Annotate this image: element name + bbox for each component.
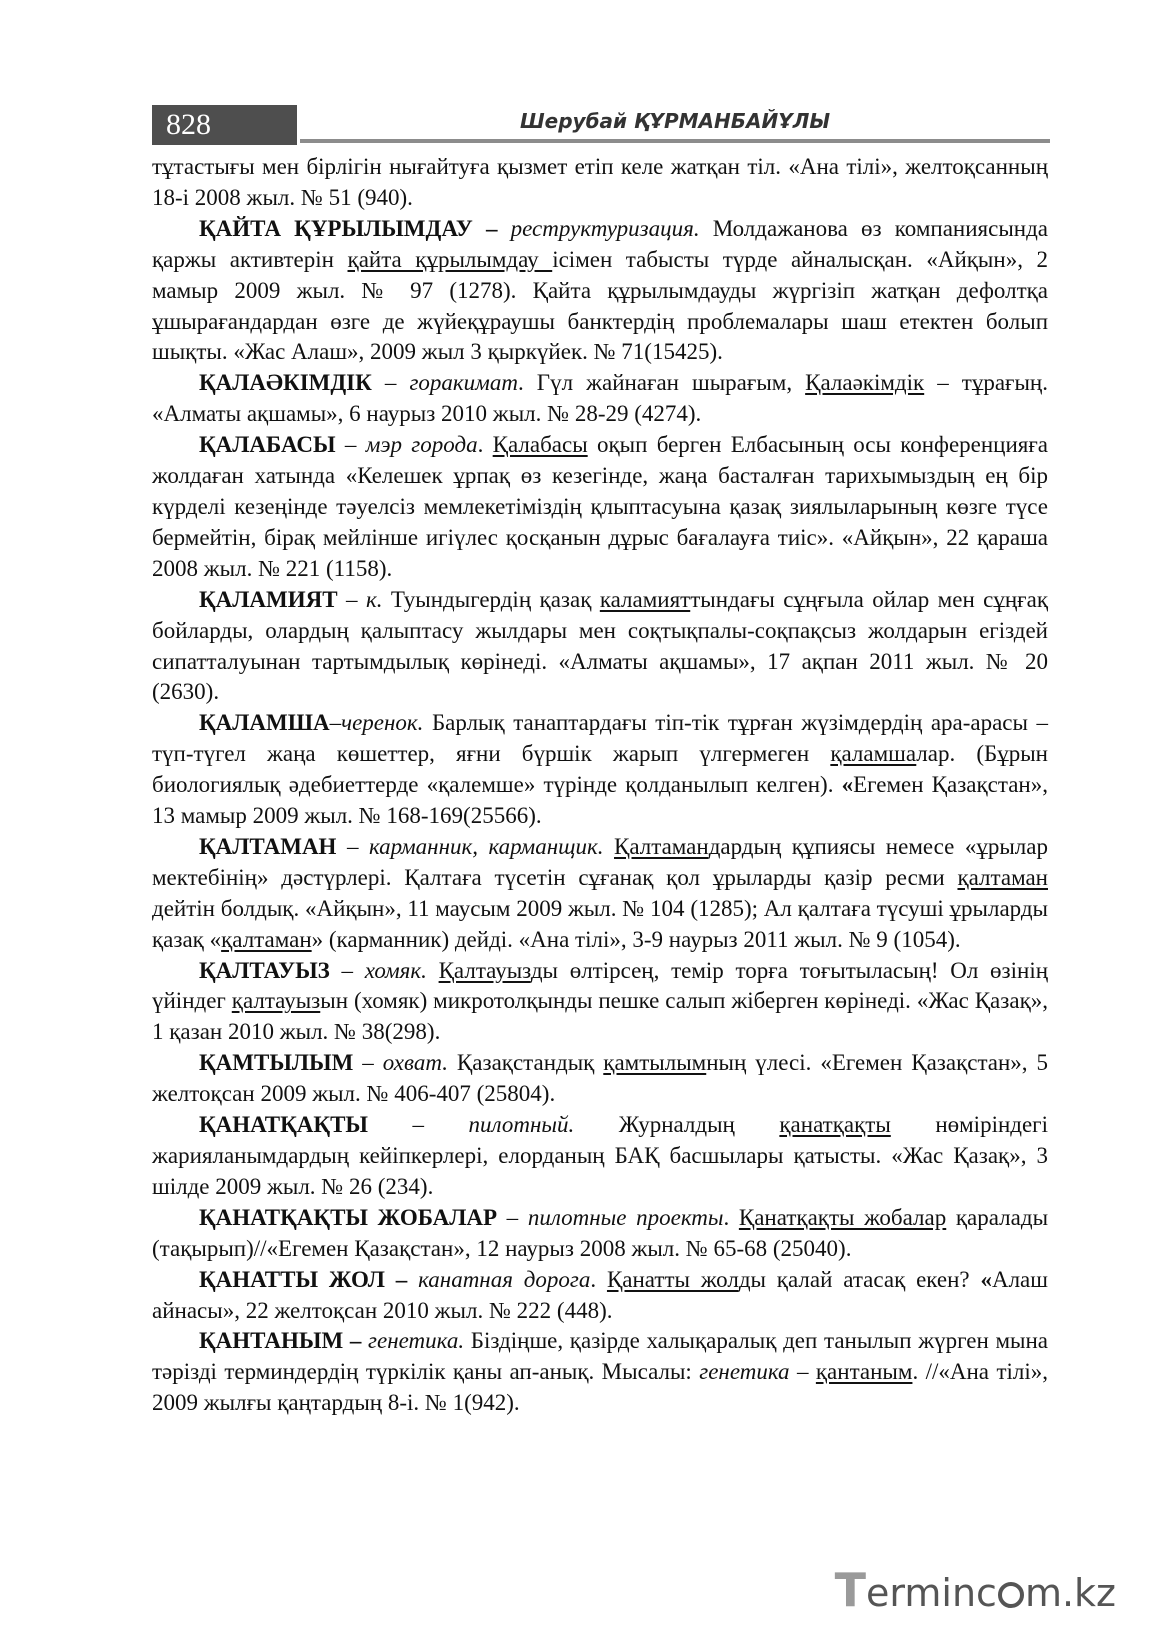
translation: мэр города xyxy=(365,432,478,458)
entry-text: ісімен табысты түрде айналысқан. «Айқын», 2 мамыр 2009 жыл. № 97 (1278). Қайта құрылымдауды жүргізіп жатқан дефолтқа ұшырағандардан өзге де жүйеқұраушы банктердің проблемалары шаш етектен болып шықты. «Жас Алаш», 2009 жыл 3 қыркүйек. № 71(15425). xyxy=(152,246,1048,365)
entry-text xyxy=(427,958,439,983)
term-usage: қантаным xyxy=(815,1359,913,1385)
entry-text: Журналдың xyxy=(574,1112,780,1138)
dash: – xyxy=(335,432,366,458)
translation: охват. xyxy=(382,1050,448,1076)
dictionary-body xyxy=(152,152,1048,1419)
term-usage: Қалтауыз xyxy=(438,957,531,983)
entry-text: Егемен Қазақстан», 13 мамыр 2009 жыл. № 168-169(25566). xyxy=(152,772,1048,829)
term-usage: қамтылым xyxy=(603,1050,707,1076)
translation: горакимат xyxy=(409,370,518,396)
term-usage: қалтаман xyxy=(957,864,1048,890)
entry-text: оқып берген Елбасының осы конференцияға жолдаған хатында «Келешек ұрпақ өз кезегінде, жаңа басталған тарихымыздың ең бір күрделі кезеңінде тәуелсіз мемлекетіміздің қлыптасуына қазақ зиялыларының көзге түсе бермейтін, бірақ мейлінше игіүлес қосқанын дұрыс бағалауға тиіс». «Айқын», 22 қараша 2008 жыл. № 221 (1158). xyxy=(152,432,1049,581)
term-usage: қанатқақты xyxy=(779,1112,891,1138)
entry-text: дардың құпиясы немесе «ұрылар мектебінің» дәстүрлері. Қалтаға түсетін сұғанақ қол ұрыларды қазір ресми xyxy=(152,833,1048,890)
page-number: 828 xyxy=(152,105,297,145)
dash: – xyxy=(371,370,410,396)
entry-text: ды өлтірсең, темір торға тоғытыласың! Ол өзінің үйіндег xyxy=(152,957,1049,1014)
entry-text: қаралады (тақырып)//«Егемен Қазақстан», 12 наурыз 2008 жыл. № 65-68 (25040). xyxy=(152,1204,1049,1261)
headword: ҚАЛАӘКІМДІК xyxy=(199,370,372,396)
bold-quote: « xyxy=(841,772,854,798)
dash: – xyxy=(329,957,365,983)
term-usage: қайта құрылымдау xyxy=(347,246,553,272)
entry-text: дейтін болдық. «Айқын», 11 маусым 2009 жыл. № 104 (1285); Ал қалтаға түсуші ұрыларды қазақ « xyxy=(152,895,1048,952)
headword: ҚАЛАБАСЫ xyxy=(199,432,336,458)
term-usage: Қанатты жол xyxy=(606,1266,739,1292)
entry-qaltauyz xyxy=(152,956,1048,1049)
entry-text: нөміріндегі жарияланымдардың кейіпкерлері, елорданың БАҚ басшылары қатысты. «Жас Қазақ», 3 шілде 2009 жыл. № 26 (234). xyxy=(152,1112,1048,1199)
dash: – xyxy=(789,1359,816,1385)
entry-qamtylym xyxy=(152,1048,1048,1110)
entry-text: тындағы сұңғыла ойлар мен сұңғақ бойларды, олардың қалыптасу жылдары мен соқтықпалы-соқпақсыз жолдарын егіздей сипатталуынан тартымдылық көрінеді. «Алматы ақшамы», 17 ақпан 2011 жыл. № 20 (2630). xyxy=(152,586,1049,705)
translation: черенок. xyxy=(341,710,424,736)
term-usage: қалтауыз xyxy=(231,988,321,1014)
entry-text: Алаш айнасы», 22 желтоқсан 2010 жыл. № 222 (448). xyxy=(152,1266,1048,1323)
entry-text: лар. (Бұрын биологиялық әдебиеттерде «қалемше» түрінде қолданылып келген). xyxy=(152,741,1048,798)
entry-qanatqaqty-zhobalar xyxy=(152,1203,1048,1265)
translation: реструктуризация. xyxy=(510,215,700,241)
entry-text: Барлық танаптардағы тіп-тік тұрған жүзімдердің ара-арасы – түп-түгел жаңа көшеттер, яғни бүршік жарып үлгермеген xyxy=(152,710,1048,767)
dash: – xyxy=(336,833,369,859)
headword: ҚАНАТҚАҚТЫ ЖОБАЛАР xyxy=(199,1204,498,1230)
entry-text: Молдажанова өз компаниясында қаржы активтерін xyxy=(152,215,1048,272)
translation: карманник, карманщик. xyxy=(368,833,604,859)
translation: пилотные проекты xyxy=(527,1204,724,1230)
term-usage: Қалтаман xyxy=(614,833,709,859)
entry-text: . xyxy=(477,432,493,458)
entry-text: . xyxy=(590,1266,607,1292)
headword: ҚАЛТАМАН xyxy=(199,833,337,859)
headword: ҚАЛТАУЫЗ xyxy=(199,957,330,983)
headword: ҚАЛАМИЯТ xyxy=(199,586,338,612)
example-term: генетика xyxy=(699,1359,790,1385)
entry-qanatqaqty xyxy=(152,1110,1048,1203)
entry-qaita-qurylymdau xyxy=(152,214,1048,369)
entry-text: Біздіңше, қазірде халықаралық деп танылып жүрген мына тәрізді терминдердің түркілік қаны ап-анық. Мысалы: xyxy=(152,1328,1048,1385)
term-usage: каламият xyxy=(599,586,691,612)
ring-icon xyxy=(998,1582,1024,1608)
dash: – xyxy=(337,586,366,612)
entry-text: . //«Ана тілі», 2009 жылғы қаңтардың 8-і. № 1(942). xyxy=(152,1359,1048,1416)
headword: ҚАЛАМША xyxy=(199,710,330,736)
entry-text xyxy=(604,834,615,859)
entry-text: ның үлесі. «Егемен Қазақстан», 5 желтоқсан 2009 жыл. № 406-407 (25804). xyxy=(152,1050,1049,1107)
entry-text: » (карманник) дейді. «Ана тілі», 3-9 наурыз 2011 жыл. № 9 (1054). xyxy=(311,926,961,952)
entry-qalaakimdik xyxy=(152,368,1048,430)
translation: к. xyxy=(365,586,383,612)
translation: канатная дорога xyxy=(407,1266,591,1292)
headword: ҚАНТАНЫМ – xyxy=(199,1328,362,1354)
entry-qanatty-zhol xyxy=(152,1265,1048,1327)
translation: хомяк. xyxy=(364,957,427,983)
entry-qalabasy xyxy=(152,430,1048,585)
term-usage: қаламша xyxy=(830,741,917,767)
entry-qaltaman xyxy=(152,832,1048,956)
term-usage: Қалаәкімдік xyxy=(805,370,925,396)
entry-text: ын (хомяк) микротолқынды пешке салып жіберген көрінеді. «Жас Қазақ», 1 қазан 2010 жыл. № 38(298). xyxy=(152,988,1048,1045)
translation: генетика. xyxy=(361,1328,465,1354)
entry-text: Туындыгердің қазақ xyxy=(382,586,600,612)
entry-text: . xyxy=(723,1204,739,1230)
headword: ҚАНАТТЫ ЖОЛ – xyxy=(199,1266,408,1292)
dash: – xyxy=(329,710,342,736)
bold-quote: « xyxy=(980,1266,992,1292)
headword: ҚАМТЫЛЫМ xyxy=(199,1050,354,1076)
entry-text: – тұрағың. «Алматы ақшамы», 6 наурыз 2010 жыл. № 28-29 (4274). xyxy=(152,370,1048,427)
term-usage: қалтаман xyxy=(221,926,312,952)
entry-qantanym xyxy=(152,1326,1048,1419)
entry-qalamiyat xyxy=(152,585,1048,709)
entry-text: ды қалай атасақ екен? xyxy=(738,1266,981,1292)
dash: – xyxy=(497,1204,528,1230)
term-usage: Қалабасы xyxy=(492,432,588,458)
dash: – xyxy=(353,1050,383,1076)
continuation-paragraph: тұтастығы мен бірлігін нығайтуға қызмет етіп келе жатқан тіл. «Ана тілі», желтоқсанның 18-і 2008 жыл. № 51 (940). xyxy=(152,154,1048,210)
entry-text: Қазақстандық xyxy=(447,1050,604,1076)
translation: пилотный. xyxy=(468,1112,575,1138)
headword: ҚАЙТА ҚҰРЫЛЫМДАУ – xyxy=(199,215,498,241)
entry-qalamsha xyxy=(152,708,1048,832)
term-usage: Қанатқақты жобалар xyxy=(738,1204,947,1230)
dash: – xyxy=(368,1112,469,1138)
running-title: Шерубай ҚҰРМАНБАЙҰЛЫ xyxy=(300,105,1050,143)
entry-text: . Гүл жайнаған шырағым, xyxy=(517,370,806,396)
termincom-watermark: Terminc m.kz xyxy=(834,1563,1116,1617)
headword: ҚАНАТҚАҚТЫ xyxy=(199,1112,368,1138)
